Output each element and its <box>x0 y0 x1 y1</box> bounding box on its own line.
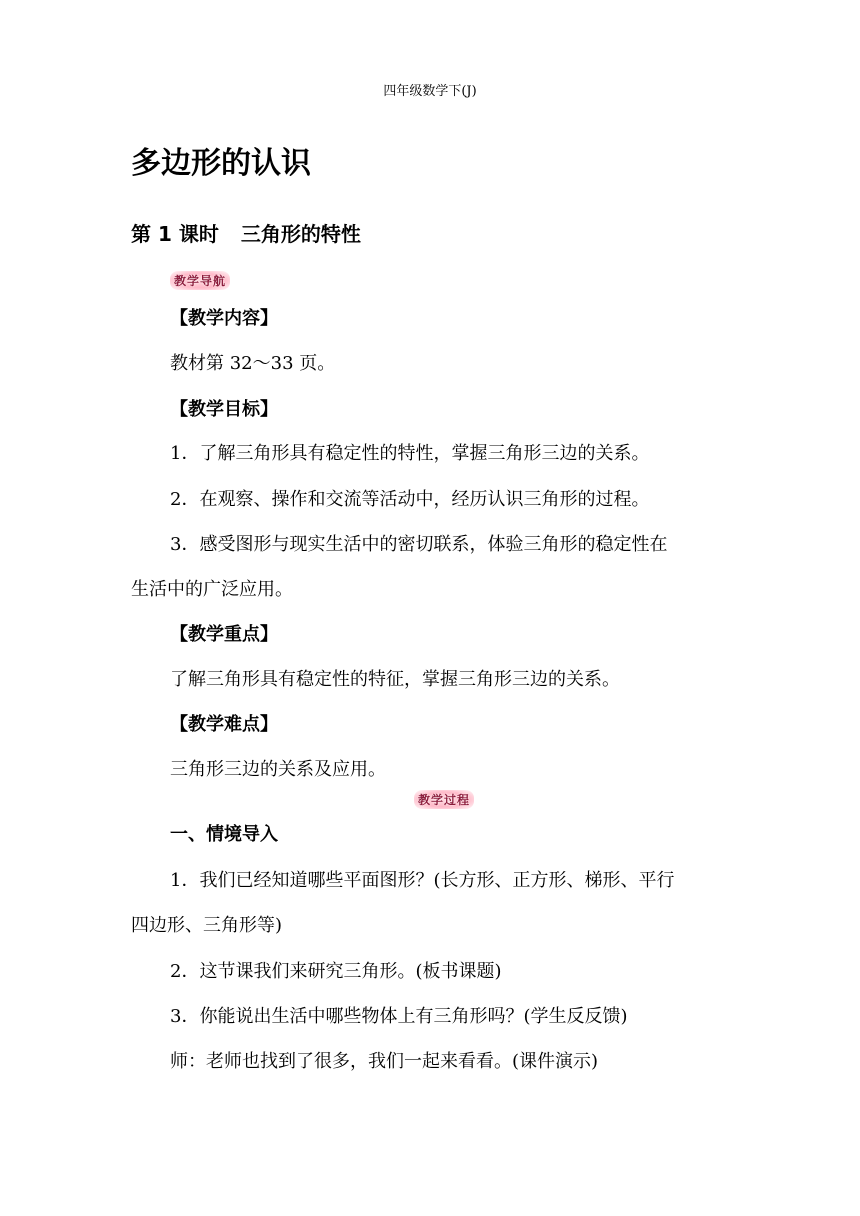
page-header: 四年级数学下(J) <box>383 84 477 99</box>
goal-3-line-1: 3．感受图形与现实生活中的密切联系，体验三角形的稳定性在 <box>170 534 668 555</box>
intro-heading: 一、情境导入 <box>170 824 278 845</box>
key-points-heading: 【教学重点】 <box>170 624 278 645</box>
step-2: 2．这节课我们来研究三角形。(板书课题) <box>170 961 502 982</box>
step-1-line-2: 四边形、三角形等) <box>131 915 283 936</box>
goal-3-line-2: 生活中的广泛应用。 <box>131 579 293 600</box>
key-points-text: 了解三角形具有稳定性的特征，掌握三角形三边的关系。 <box>170 669 620 690</box>
step-1-line-1: 1．我们已经知道哪些平面图形？(长方形、正方形、梯形、平行 <box>170 870 675 891</box>
goal-1: 1．了解三角形具有稳定性的特性，掌握三角形三边的关系。 <box>170 443 650 464</box>
goals-heading: 【教学目标】 <box>170 399 278 420</box>
step-3: 3．你能说出生活中哪些物体上有三角形吗？(学生反反馈) <box>170 1006 628 1027</box>
teacher-line: 师：老师也找到了很多，我们一起来看看。(课件演示) <box>170 1051 599 1072</box>
difficulty-text: 三角形三边的关系及应用。 <box>170 759 386 780</box>
content-text: 教材第 32～33 页。 <box>170 353 336 374</box>
chapter-title: 多边形的认识 <box>131 146 311 181</box>
lesson-name: 三角形的特性 <box>240 222 361 246</box>
content-heading: 【教学内容】 <box>170 308 278 329</box>
difficulty-heading: 【教学难点】 <box>170 714 278 735</box>
teaching-process-badge: 教学过程 <box>414 790 474 809</box>
teaching-guide-badge: 教学导航 <box>170 271 230 290</box>
lesson-title <box>131 218 361 247</box>
lesson-number: 第 1 课时 <box>131 222 219 246</box>
goal-2: 2．在观察、操作和交流等活动中，经历认识三角形的过程。 <box>170 489 650 510</box>
